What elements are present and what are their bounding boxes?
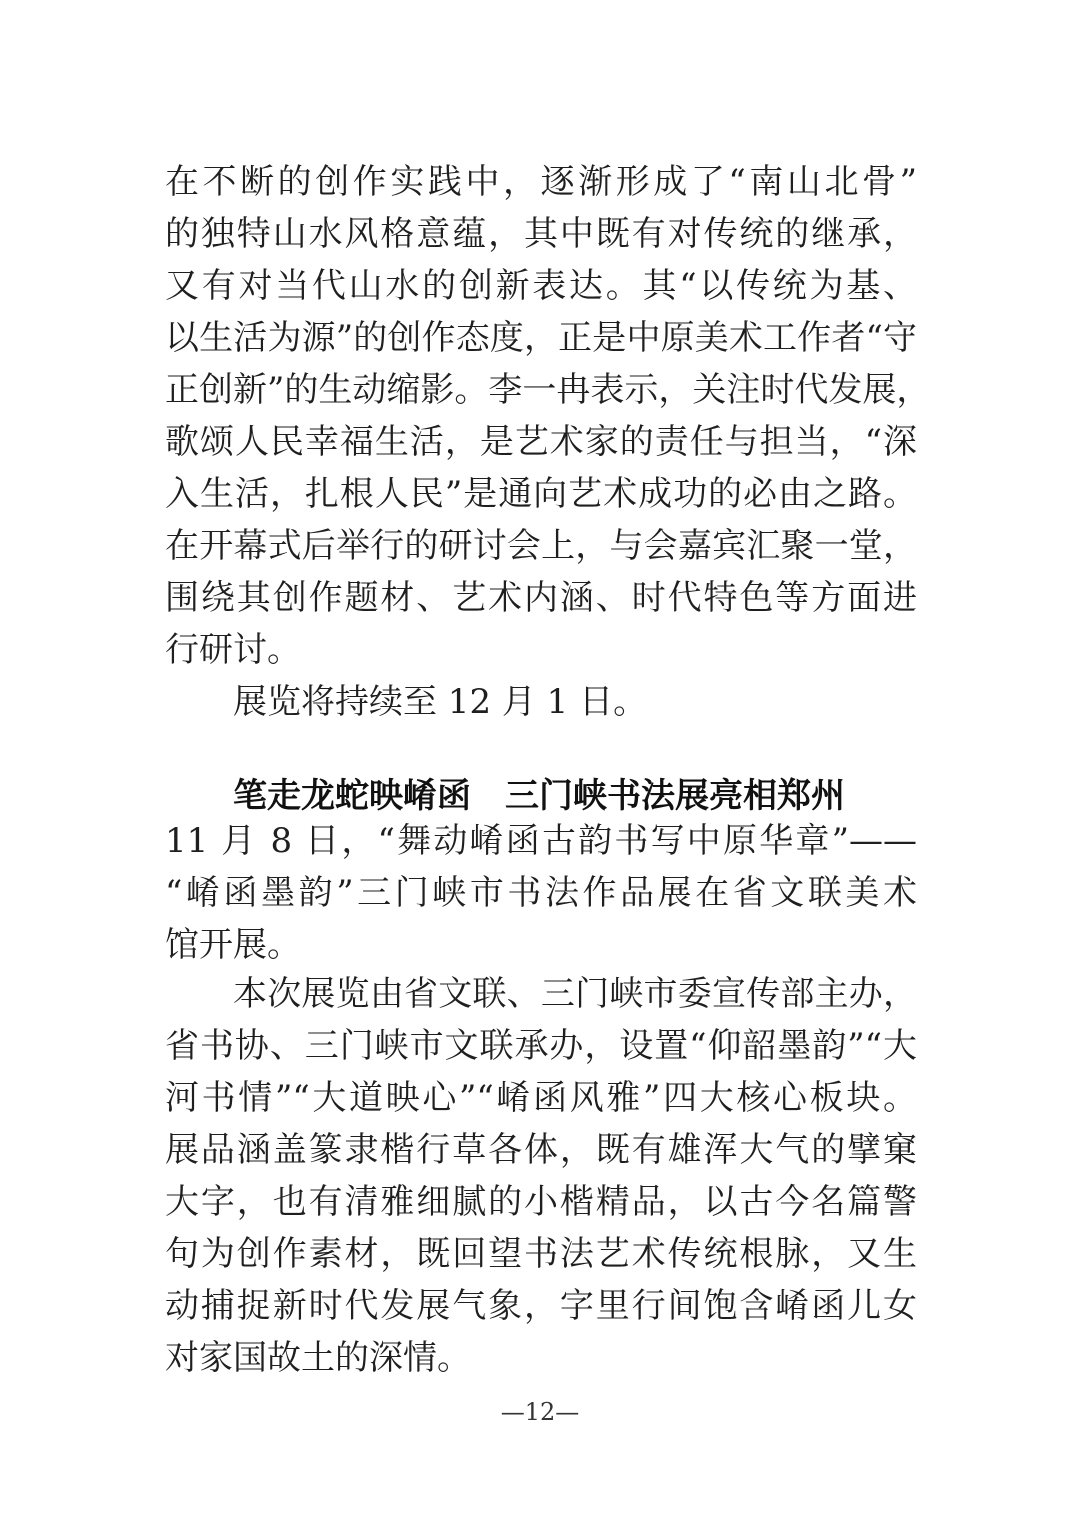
article2-para1: [165, 815, 917, 971]
body-line: 大字，也有清雅细腻的小楷精品，以古今名篇警: [165, 1182, 917, 1222]
body-line: 在开幕式后举行的研讨会上，与会嘉宾汇聚一堂，: [165, 526, 917, 566]
body-line: 句为创作素材，既回望书法艺术传统根脉，又生: [165, 1234, 917, 1274]
article2-para2: [165, 968, 917, 1384]
body-line: 动捕捉新时代发展气象，字里行间饱含崤函儿女: [165, 1286, 917, 1326]
body-line: 在不断的创作实践中，逐渐形成了“南山北骨”: [165, 162, 917, 202]
body-line: 展品涵盖篆隶楷行草各体，既有雄浑大气的擘窠: [165, 1130, 917, 1170]
body-line: 以生活为源”的创作态度，正是中原美术工作者“守: [165, 318, 917, 358]
body-line: 省书协、三门峡市文联承办，设置“仰韶墨韵”“大: [165, 1026, 917, 1066]
body-line: 围绕其创作题材、艺术内涵、时代特色等方面进: [165, 578, 917, 618]
article2-heading: 笔走龙蛇映崤函 三门峡书法展亮相郑州: [233, 776, 845, 816]
page-number: —12—: [500, 1398, 580, 1426]
body-line: 本次展览由省文联、三门峡市委宣传部主办，: [233, 974, 917, 1014]
closing-line: 展览将持续至 12 月 1 日。: [233, 682, 648, 722]
body-line: 馆开展。: [165, 925, 301, 965]
body-line: 又有对当代山水的创新表达。其“以传统为基、: [165, 266, 917, 306]
body-line: 行研讨。: [165, 630, 301, 670]
body-line: “崤函墨韵”三门峡市书法作品展在省文联美术: [165, 873, 917, 913]
body-line: 河书情”“大道映心”“崤函风雅”四大核心板块。: [165, 1078, 917, 1118]
body-line: 对家国故土的深情。: [165, 1338, 471, 1378]
body-line: 歌颂人民幸福生活，是艺术家的责任与担当，“深: [165, 422, 917, 462]
article1-body: [165, 156, 931, 728]
body-line: 的独特山水风格意蕴，其中既有对传统的继承，: [165, 214, 917, 254]
body-line: 11 月 8 日，“舞动崤函古韵书写中原华章”——: [165, 821, 917, 861]
body-line: 正创新”的生动缩影。李一冉表示，关注时代发展，: [165, 370, 931, 410]
body-line: 入生活，扎根人民”是通向艺术成功的必由之路。: [165, 474, 917, 514]
